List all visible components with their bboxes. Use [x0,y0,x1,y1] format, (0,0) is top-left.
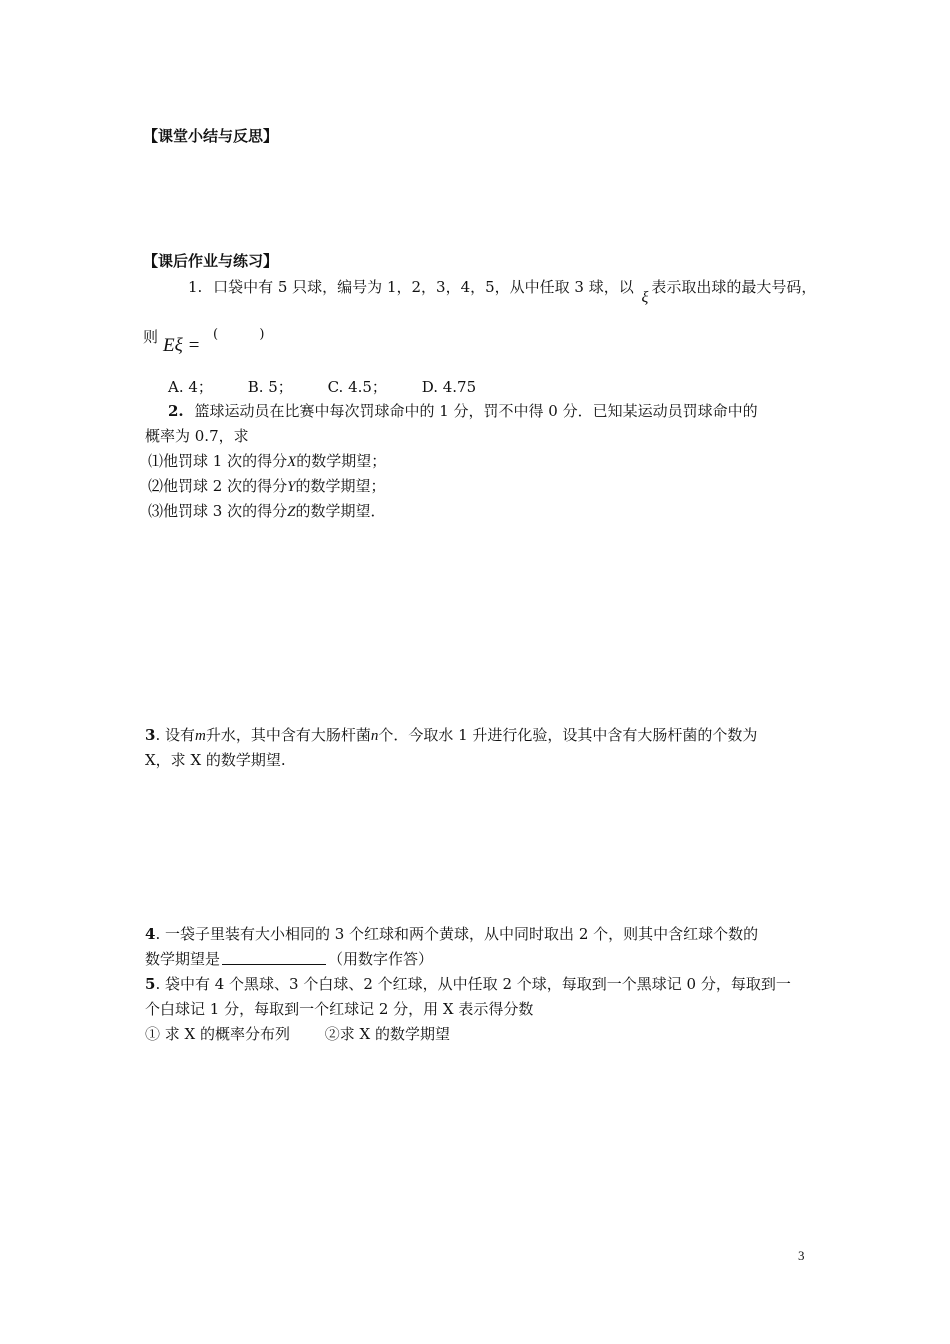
var-m: m [194,728,206,744]
var-n: n [370,728,379,744]
var-x: X [287,454,297,470]
option-c: C. 4.5； [327,378,387,396]
question-2-number: 2. [168,402,184,420]
question-3-text-a: . 设有 [155,726,195,744]
question-5-number: 5 [145,975,156,993]
question-5-parts [145,1025,450,1043]
question-1-text-a: 口袋中有 5 只球，编号为 1，2，3，4，5，从中任取 3 球，以 [213,278,634,296]
question-2-part-3 [148,502,385,521]
question-3-line2: X，求 X 的数学期望. [145,751,286,769]
var-y: Y [287,479,296,495]
part-1-pre: 他罚球 1 次的得分 [163,452,288,470]
question-5-part-2: ②求 X 的数学期望 [324,1025,450,1043]
part-3-label: ⑶ [148,502,164,520]
option-d: D. 4.75 [421,378,477,396]
question-1-text-b: 表示取出球的最大号码， [651,278,817,296]
xi-symbol: ξ [641,289,649,306]
question-2-text-a: 篮球运动员在比赛中每次罚球命中的 1 分，罚不中得 0 分．已知某运动员罚球命中的 [194,402,758,420]
question-4-text: . 一袋子里装有大小相同的 3 个红球和两个黄球，从中同时取出 2 个，则其中含红球个数的 [155,925,759,943]
question-2-part-2 [148,477,385,496]
part-2-pre: 他罚球 2 次的得分 [163,477,288,495]
question-2-part-1 [148,452,386,471]
part-3-post: 的数学期望． [295,502,386,520]
homework-heading: 【课后作业与练习】 [143,252,279,270]
question-3-line1 [145,726,757,745]
question-1-line2 [143,328,158,346]
question-1-options [168,378,476,396]
option-b: B. 5； [247,378,293,396]
question-4-number: 4 [145,925,156,943]
question-5-line1 [145,975,791,993]
answer-parentheses: ( ) [213,327,265,342]
summary-heading: 【课堂小结与反思】 [143,127,279,145]
question-3-number: 3 [145,726,156,744]
question-4-line2 [145,950,433,968]
question-4-prefix: 数学期望是 [145,950,221,968]
question-3-text-b: 升水，其中含有大肠杆菌 [205,726,371,744]
part-1-post: 的数学期望； [296,452,387,470]
question-5-part-1: ① 求 X 的概率分布列 [145,1025,290,1043]
page-number: 3 [798,1248,805,1263]
question-3-text-c: 个．今取水 1 升进行化验，设其中含有大肠杆菌的个数为 [378,726,758,744]
var-z: Z [287,504,296,520]
question-5-line2: 个白球记 1 分，每取到一个红球记 2 分，用 X 表示得分数 [145,1000,534,1018]
question-1-number: 1. [188,278,203,296]
part-3-pre: 他罚球 3 次的得分 [163,502,288,520]
expectation-formula: Eξ = [163,335,201,356]
question-5-text: . 袋中有 4 个黑球、3 个白球、2 个红球，从中任取 2 个球，每取到一个黑球记 0 分，每取到一 [155,975,791,993]
question-2-line1 [168,402,758,420]
part-2-post: 的数学期望； [295,477,386,495]
option-a: A. 4； [168,378,213,396]
part-1-label: ⑴ [148,452,164,470]
answer-blank [222,950,326,965]
question-4-suffix: （用数字作答） [328,950,434,968]
question-1-line1 [188,278,817,306]
question-4-line1 [145,925,758,943]
question-1-then: 则 [143,328,159,346]
part-2-label: ⑵ [148,477,164,495]
question-2-line2: 概率为 0.7，求 [145,427,249,445]
